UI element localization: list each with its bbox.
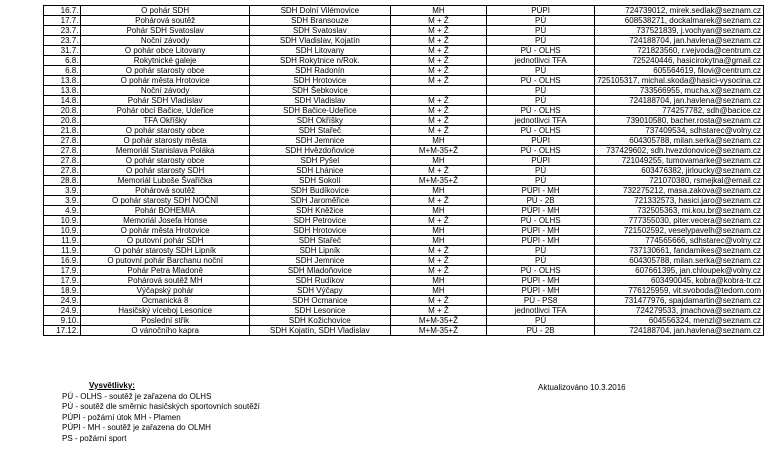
event-organizer: SDH Vladislav xyxy=(249,96,390,106)
event-contact xyxy=(595,166,764,176)
event-category: M + Ž xyxy=(390,166,486,176)
table-row xyxy=(44,16,764,26)
event-date: 11.9. xyxy=(44,236,81,246)
event-name: O pohár SDH xyxy=(81,6,249,16)
event-contact xyxy=(595,236,764,246)
event-category: M + Ž xyxy=(390,296,486,306)
event-name: O pohár starosty SDH NOČNÍ xyxy=(81,196,249,206)
contact-text[interactable]: 724188704, jan.havlena@seznam.cz xyxy=(629,36,761,45)
event-contact xyxy=(595,56,764,66)
table-row xyxy=(44,46,764,56)
event-name: Memoriál Stanislava Poláka xyxy=(81,146,249,156)
table-row xyxy=(44,206,764,216)
event-contact xyxy=(595,46,764,56)
contact-text[interactable]: 605564619, filovi@centrum.cz xyxy=(653,66,761,75)
event-date: 27.8. xyxy=(44,146,81,156)
event-contact xyxy=(595,266,764,276)
table-row xyxy=(44,176,764,186)
events-table xyxy=(43,5,764,336)
contact-text[interactable]: 774565666, sdhstarec@volny.cz xyxy=(645,236,761,245)
event-league: PÚPI xyxy=(487,136,595,146)
table-row xyxy=(44,306,764,316)
table-row xyxy=(44,166,764,176)
event-date: 27.8. xyxy=(44,136,81,146)
event-category: MH xyxy=(390,206,486,216)
event-date: 17.7. xyxy=(44,16,81,26)
event-contact xyxy=(595,106,764,116)
event-name: Pohár BOHEMIA xyxy=(81,206,249,216)
legend-item: PÚPI - požární útok MH - Plamen xyxy=(62,412,181,422)
table-row xyxy=(44,136,764,146)
event-category: M + Ž xyxy=(390,246,486,256)
contact-text[interactable]: 724739012, mirek.sedlak@seznam.cz xyxy=(625,6,761,15)
event-organizer: SDH Bransouze xyxy=(249,16,390,26)
event-contact xyxy=(595,226,764,236)
event-organizer: SDH Sokolí xyxy=(249,176,390,186)
event-category: M + Ž xyxy=(390,56,486,66)
event-date: 28.8. xyxy=(44,176,81,186)
event-organizer: SDH Výčapy xyxy=(249,286,390,296)
event-league: PÚPI xyxy=(487,6,595,16)
event-league: PÚ - OLHS xyxy=(487,46,595,56)
event-contact xyxy=(595,36,764,46)
event-category: M + Ž xyxy=(390,66,486,76)
contact-text[interactable]: 725105317, michal.skoda@hasici-vysocina.cz xyxy=(597,76,761,85)
table-row xyxy=(44,246,764,256)
event-organizer: SDH Ocmanice xyxy=(249,296,390,306)
event-name: O pohár starosty města xyxy=(81,136,249,146)
event-organizer: SDH Kněžice xyxy=(249,206,390,216)
event-name: TFA Okříšky xyxy=(81,116,249,126)
contact-text[interactable]: 603476382, jirloucky@seznam.cz xyxy=(641,166,761,175)
event-league: PÚ - OLHS xyxy=(487,216,595,226)
event-category: M+M-35+Ž xyxy=(390,146,486,156)
event-name: O vánočního kapra xyxy=(81,326,249,336)
table-row xyxy=(44,186,764,196)
event-name: Ocmanická 8 xyxy=(81,296,249,306)
event-date: 17.9. xyxy=(44,276,81,286)
table-row xyxy=(44,56,764,66)
event-category: M + Ž xyxy=(390,126,486,136)
table-row xyxy=(44,256,764,266)
event-contact xyxy=(595,246,764,256)
event-category: MH xyxy=(390,136,486,146)
event-date: 27.8. xyxy=(44,166,81,176)
event-organizer: SDH Okříšky xyxy=(249,116,390,126)
event-league: PÚPI - MH xyxy=(487,286,595,296)
event-contact xyxy=(595,136,764,146)
event-league: PÚ - 2B xyxy=(487,196,595,206)
event-name: Pohár Petra Mladoně xyxy=(81,266,249,276)
event-category: MH xyxy=(390,236,486,246)
event-league: PÚPI - MH xyxy=(487,206,595,216)
event-league: PÚ - OLHS xyxy=(487,146,595,156)
table-row xyxy=(44,26,764,36)
table-row xyxy=(44,6,764,16)
event-league: PÚ - 2B xyxy=(487,326,595,336)
event-league: PÚ xyxy=(487,176,595,186)
event-category: M + Ž xyxy=(390,36,486,46)
contact-text[interactable]: 721070380, rsmejkal@email.cz xyxy=(649,176,761,185)
table-row xyxy=(44,116,764,126)
legend-item: PÚ - OLHS - soutěž je zařazena do OLHS xyxy=(62,391,212,401)
contact-text[interactable]: 721049255, tumovamarke@seznam.cz xyxy=(621,156,761,165)
event-contact xyxy=(595,116,764,126)
event-date: 6.8. xyxy=(44,66,81,76)
event-name: O pohár starosty SDH Lipník xyxy=(81,246,249,256)
event-date: 16.7. xyxy=(44,6,81,16)
event-date: 3.9. xyxy=(44,196,81,206)
event-category: MH xyxy=(390,6,486,16)
table-row xyxy=(44,196,764,206)
event-league: PÚ xyxy=(487,96,595,106)
event-contact xyxy=(595,76,764,86)
contact-text[interactable]: 732505363, mi.kou.br@seznam.cz xyxy=(637,206,761,215)
event-category: M + Ž xyxy=(390,196,486,206)
event-category: MH xyxy=(390,226,486,236)
contact-text[interactable]: 737409534, sdhstarec@volny.cz xyxy=(645,126,761,135)
event-date: 24.9. xyxy=(44,306,81,316)
event-category: M + Ž xyxy=(390,16,486,26)
event-organizer: SDH Stařeč xyxy=(249,236,390,246)
event-contact xyxy=(595,6,764,16)
updated-note: Aktualizováno 10.3.2016 xyxy=(538,383,626,392)
event-name: O putovní pohár SDH xyxy=(81,236,249,246)
table-row xyxy=(44,156,764,166)
event-name: O pohár města Hrotovice xyxy=(81,226,249,236)
event-league: jednotlivci TFA xyxy=(487,306,595,316)
event-name: Výčapský pohár xyxy=(81,286,249,296)
legend-item: PÚPI - MH - soutěž je zařazena do OLMH xyxy=(62,423,211,433)
event-organizer: SDH Petrovice xyxy=(249,216,390,226)
event-name: Pohár SDH Vladislav xyxy=(81,96,249,106)
event-category: M + Ž xyxy=(390,306,486,316)
contact-text[interactable]: 608538271, dockalmarek@seznam.cz xyxy=(624,16,761,25)
event-organizer: SDH Vladislav, Kojatín xyxy=(249,36,390,46)
legend xyxy=(62,381,260,445)
event-date: 21.8. xyxy=(44,126,81,136)
event-league: PÚ - OLHS xyxy=(487,76,595,86)
contact-text[interactable]: 737429602, sdh.hvezdonovice@seznam.cz xyxy=(606,146,761,155)
event-name: Poslední střik xyxy=(81,316,249,326)
contact-text[interactable]: 603490045, kobra@kobra-tr.cz xyxy=(651,276,761,285)
event-contact xyxy=(595,206,764,216)
contact-text[interactable]: 604556324, menzl@seznam.cz xyxy=(648,316,761,325)
contact-text[interactable]: 733566955, mucha.x@seznam.cz xyxy=(639,86,761,95)
event-organizer: SDH Budíkovice xyxy=(249,186,390,196)
event-contact xyxy=(595,316,764,326)
event-organizer: SDH Lesonice xyxy=(249,306,390,316)
event-contact xyxy=(595,156,764,166)
event-name: Pohár SDH Svatoslav xyxy=(81,26,249,36)
event-category: M + Ž xyxy=(390,256,486,266)
event-organizer: SDH Lipník xyxy=(249,246,390,256)
event-league: PÚ - OLHS xyxy=(487,126,595,136)
contact-text[interactable]: 737521839, j.vochyan@seznam.cz xyxy=(636,26,761,35)
event-organizer: SDH Mladoňovice xyxy=(249,266,390,276)
event-category: M + Ž xyxy=(390,266,486,276)
table-row xyxy=(44,286,764,296)
table-row xyxy=(44,276,764,286)
event-organizer: SDH Jaroměřice xyxy=(249,196,390,206)
event-organizer: SDH Kojatín, SDH Vladislav xyxy=(249,326,390,336)
event-date: 10.9. xyxy=(44,216,81,226)
contact-text[interactable]: 724188704, jan.havlena@seznam.cz xyxy=(629,326,761,335)
table-row xyxy=(44,66,764,76)
event-organizer: SDH Kožichovice xyxy=(249,316,390,326)
event-organizer: SDH Rudíkov xyxy=(249,276,390,286)
event-league: PÚ xyxy=(487,246,595,256)
event-contact xyxy=(595,16,764,26)
event-date: 24.9. xyxy=(44,296,81,306)
event-contact xyxy=(595,146,764,156)
event-name: O pohár města Hrotovice xyxy=(81,76,249,86)
event-name: O pohár starosty obce xyxy=(81,126,249,136)
contact-text[interactable]: 737130661, fandamikes@seznam.cz xyxy=(629,246,761,255)
event-contact xyxy=(595,326,764,336)
table-row xyxy=(44,36,764,46)
table-row xyxy=(44,316,764,326)
event-organizer: SDH Litovany xyxy=(249,46,390,56)
event-organizer: SDH Hrotovice xyxy=(249,76,390,86)
event-contact xyxy=(595,66,764,76)
contact-text[interactable]: 776125959, vit.svoboda@tedom.com xyxy=(628,286,761,295)
event-league: PÚ xyxy=(487,256,595,266)
event-category: MH xyxy=(390,186,486,196)
contact-text[interactable]: 721502592, veselypavelh@seznam.cz xyxy=(623,226,761,235)
table-row xyxy=(44,326,764,336)
event-organizer: SDH Lhánice xyxy=(249,166,390,176)
table-row xyxy=(44,106,764,116)
event-contact xyxy=(595,86,764,96)
event-name: Pohárová soutěž xyxy=(81,186,249,196)
event-league: PÚ xyxy=(487,316,595,326)
table-row xyxy=(44,226,764,236)
event-date: 4.9. xyxy=(44,206,81,216)
contact-text[interactable]: 724188704, jan.havlena@seznam.cz xyxy=(629,96,761,105)
table-row xyxy=(44,76,764,86)
event-contact xyxy=(595,196,764,206)
legend-item: PÚ - soutěž dle směrnic hasičských sportovních soutěží xyxy=(62,402,260,412)
event-category xyxy=(390,86,486,96)
event-name: Noční závody xyxy=(81,36,249,46)
event-organizer: SDH Jemnice xyxy=(249,136,390,146)
event-organizer: SDH Stařeč xyxy=(249,126,390,136)
event-date: 17.9. xyxy=(44,266,81,276)
event-category: M+M-35+Ž xyxy=(390,326,486,336)
event-date: 17.12. xyxy=(44,326,81,336)
event-name: O pohár starosty obce xyxy=(81,66,249,76)
event-category: M+M-35+Ž xyxy=(390,316,486,326)
event-category: MH xyxy=(390,286,486,296)
event-organizer: SDH Hrotovice xyxy=(249,226,390,236)
table-row xyxy=(44,126,764,136)
event-organizer: SDH Jemnice xyxy=(249,256,390,266)
contact-text[interactable]: 777355030, piter.vecera@seznam.cz xyxy=(628,216,761,225)
table-row xyxy=(44,296,764,306)
table-row xyxy=(44,216,764,226)
event-league: PÚ xyxy=(487,16,595,26)
event-contact xyxy=(595,306,764,316)
event-category: M + Ž xyxy=(390,96,486,106)
event-date: 11.9. xyxy=(44,246,81,256)
event-league: PÚ xyxy=(487,36,595,46)
event-name: O pohár starosty obce xyxy=(81,156,249,166)
event-date: 6.8. xyxy=(44,56,81,66)
event-name: O putovní pohár Barchanu noční xyxy=(81,256,249,266)
contact-text[interactable]: 607661395, jan.chloupek@volny.cz xyxy=(635,266,761,275)
table-row xyxy=(44,236,764,246)
event-contact xyxy=(595,126,764,136)
event-league: PÚ xyxy=(487,86,595,96)
event-contact xyxy=(595,296,764,306)
event-name: Memoriál Luboše Švaříčka xyxy=(81,176,249,186)
contact-text[interactable]: 604305788, milan.serka@seznam.cz xyxy=(629,256,761,265)
event-league: PÚ - OLHS xyxy=(487,266,595,276)
contact-text[interactable]: 721823560, r.vejvoda@centrum.cz xyxy=(637,46,761,55)
event-name: Noční závody xyxy=(81,86,249,96)
event-league: jednotlivci TFA xyxy=(487,56,595,66)
event-date: 23.7. xyxy=(44,36,81,46)
event-league: PÚPI - MH xyxy=(487,236,595,246)
table-row xyxy=(44,86,764,96)
event-name: O pohár obce Litovany xyxy=(81,46,249,56)
event-organizer: SDH Rokytnice n/Rok. xyxy=(249,56,390,66)
event-category: M + Ž xyxy=(390,216,486,226)
event-date: 20.8. xyxy=(44,106,81,116)
event-category: M + Ž xyxy=(390,116,486,126)
contact-text[interactable]: 604305788, milan.serka@seznam.cz xyxy=(629,136,761,145)
event-organizer: SDH Svatoslav xyxy=(249,26,390,36)
event-date: 9.10. xyxy=(44,316,81,326)
table-row xyxy=(44,266,764,276)
event-contact xyxy=(595,176,764,186)
event-league: PÚ - OLHS xyxy=(487,106,595,116)
event-category: M + Ž xyxy=(390,106,486,116)
event-name: Pohárová soutěž MH xyxy=(81,276,249,286)
event-league: PÚ xyxy=(487,66,595,76)
event-name: Pohárová soutěž xyxy=(81,16,249,26)
event-date: 27.8. xyxy=(44,156,81,166)
event-league: jednotlivci TFA xyxy=(487,116,595,126)
event-name: O pohár starosty SDH xyxy=(81,166,249,176)
contact-text[interactable]: 732275212, masa.zakova@seznam.cz xyxy=(623,186,761,195)
event-league: PÚ - PS8 xyxy=(487,296,595,306)
event-category: MH xyxy=(390,276,486,286)
event-league: PÚPI - MH xyxy=(487,186,595,196)
event-category: M+M-35+Ž xyxy=(390,176,486,186)
event-contact xyxy=(595,286,764,296)
event-contact xyxy=(595,276,764,286)
event-date: 13.8. xyxy=(44,86,81,96)
event-date: 16.9. xyxy=(44,256,81,266)
event-contact xyxy=(595,26,764,36)
event-date: 10.9. xyxy=(44,226,81,236)
event-category: M + Ž xyxy=(390,46,486,56)
event-league: PÚ xyxy=(487,26,595,36)
event-organizer: SDH Šebkovice xyxy=(249,86,390,96)
contact-text[interactable]: 739010580, bacher.rosta@seznam.cz xyxy=(626,116,761,125)
event-category: M + Ž xyxy=(390,76,486,86)
event-organizer: SDH Pyšel xyxy=(249,156,390,166)
table-row xyxy=(44,96,764,106)
event-organizer: SDH Hvězdoňovice xyxy=(249,146,390,156)
event-name: Pohár obcí Bačice, Udeřice xyxy=(81,106,249,116)
event-contact xyxy=(595,186,764,196)
table-row xyxy=(44,146,764,156)
event-date: 3.9. xyxy=(44,186,81,196)
event-name: Rokytnické galeje xyxy=(81,56,249,66)
event-date: 14.8. xyxy=(44,96,81,106)
event-organizer: SDH Radonín xyxy=(249,66,390,76)
contact-text[interactable]: 731477976, spajdamartin@seznam.cz xyxy=(624,296,761,305)
contact-text[interactable]: 724279533, jmachova@seznam.cz xyxy=(635,306,761,315)
legend-item: PS - požární sport xyxy=(62,433,127,443)
legend-title: Vysvětlivky: xyxy=(89,381,135,390)
event-league: PÚPI xyxy=(487,156,595,166)
event-name: Memoriál Josefa Honse xyxy=(81,216,249,226)
event-contact xyxy=(595,96,764,106)
event-category: MH xyxy=(390,156,486,166)
contact-text[interactable]: 725240446, hasicirokytna@gmail.cz xyxy=(632,56,761,65)
contact-text[interactable]: 721332573, hasici.jaro@seznam.cz xyxy=(634,196,761,205)
event-category: M + Ž xyxy=(390,26,486,36)
event-league: PÚPI - MH xyxy=(487,226,595,236)
event-contact xyxy=(595,256,764,266)
event-date: 31.7. xyxy=(44,46,81,56)
event-organizer: SDH Dolní Vilémovice xyxy=(249,6,390,16)
event-date: 18.9. xyxy=(44,286,81,296)
event-organizer: SDH Bačice-Udeřice xyxy=(249,106,390,116)
event-date: 13.8. xyxy=(44,76,81,86)
event-date: 23.7. xyxy=(44,26,81,36)
event-league: PÚPI - MH xyxy=(487,276,595,286)
contact-text[interactable]: 774257782, sdh@bacice.cz xyxy=(662,106,761,115)
event-date: 20.8. xyxy=(44,116,81,126)
event-contact xyxy=(595,216,764,226)
event-name: Hasičský víceboj Lesonice xyxy=(81,306,249,316)
event-league: PÚ xyxy=(487,166,595,176)
